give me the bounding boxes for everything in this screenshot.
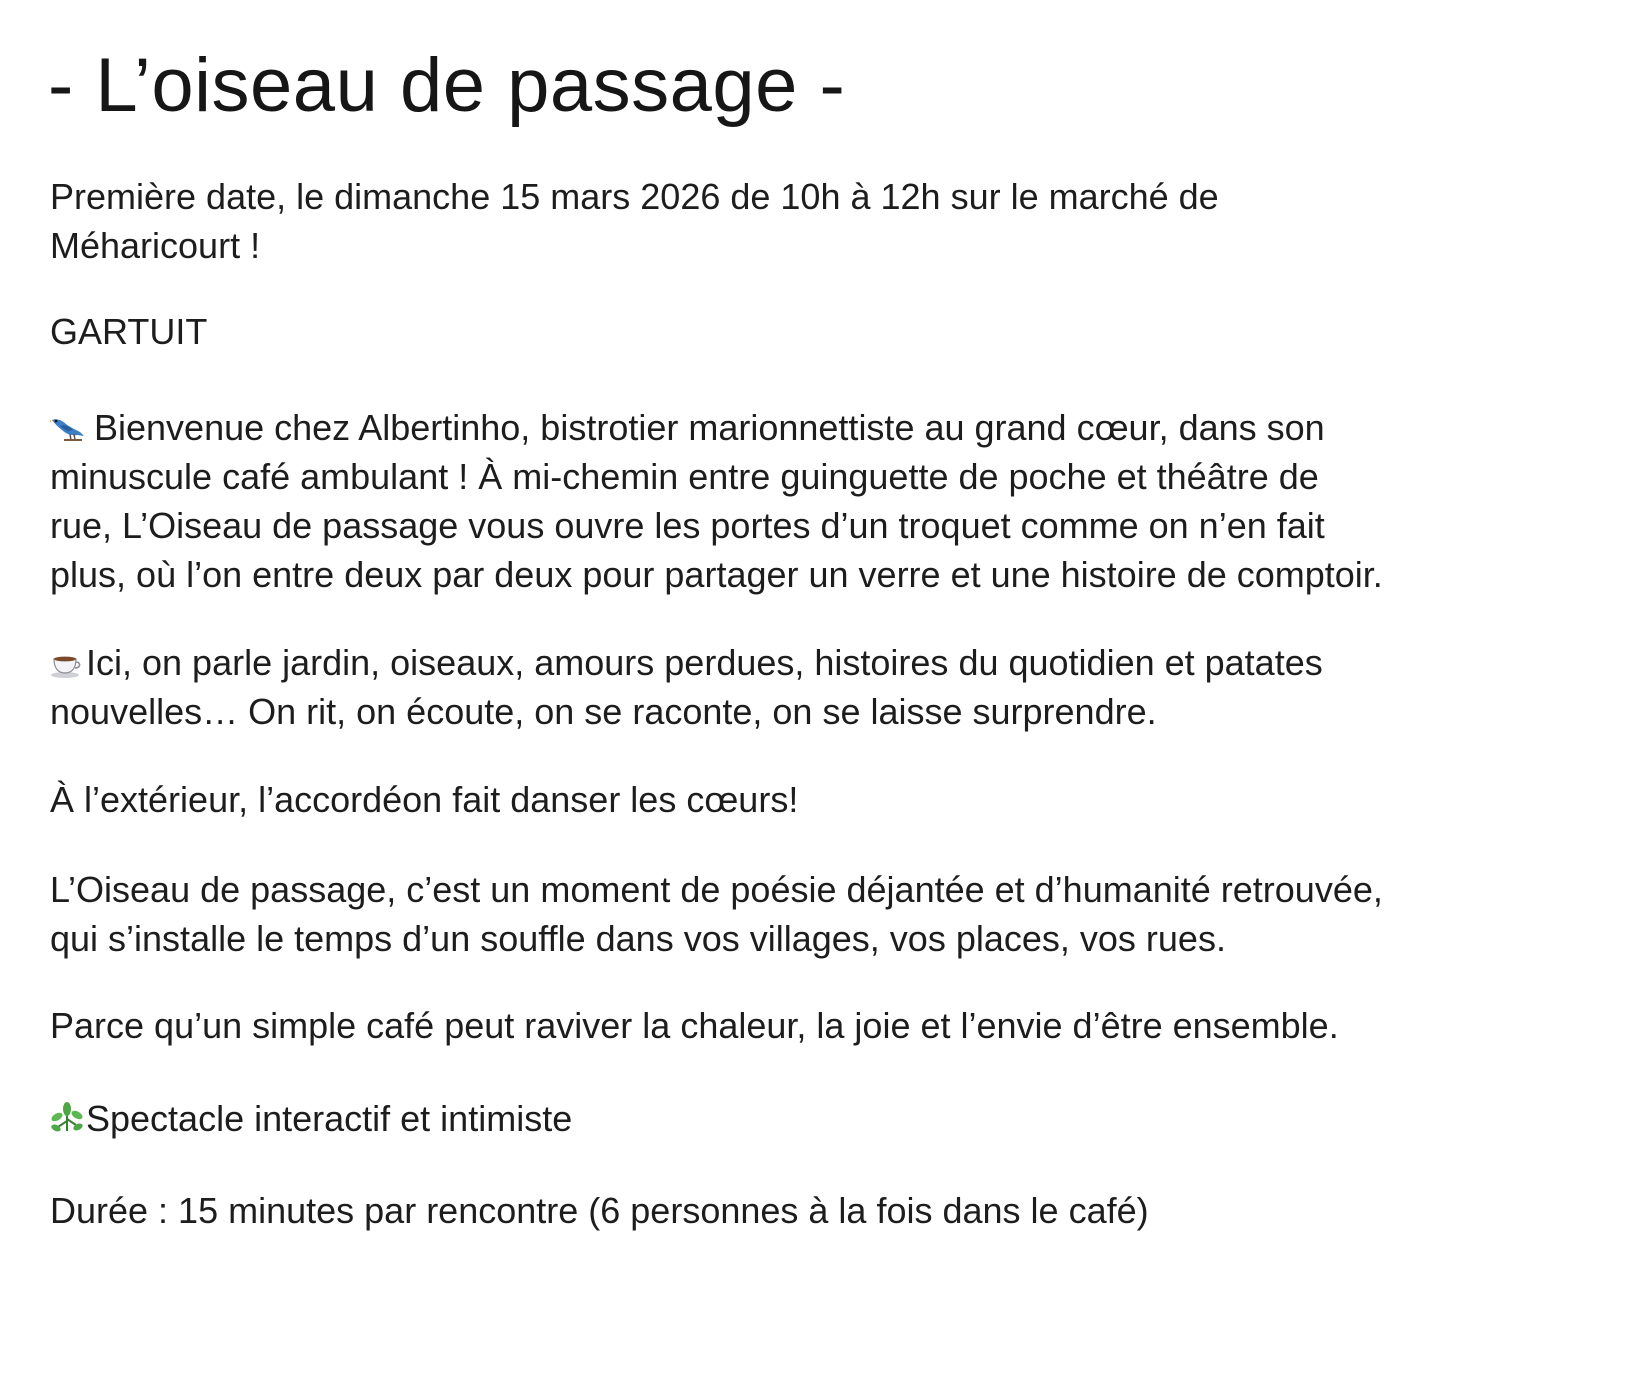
poetry-line: qui s’installe le temps d’un souffle dans vos villages, vos places, vos rues. [50,918,1226,959]
welcome-line: Bienvenue chez Albertinho, bistrotier marionnettiste au grand cœur, dans son [50,407,1325,448]
spectacle-line: Spectacle interactif et intimiste [50,1098,572,1139]
welcome-line: rue, L’Oiseau de passage vous ouvre les portes d’un troquet comme on n’en fait [50,505,1325,546]
coffee-paragraph [50,1001,1620,1050]
accordion-text: À l’extérieur, l’accordéon fait danser les cœurs! [50,779,799,820]
duration-paragraph [50,1186,1620,1235]
bird-icon [50,414,86,444]
accordion-paragraph [50,775,1620,824]
gratuit-label [50,307,1620,356]
intro-line: Méharicourt ! [50,225,261,266]
herb-icon [50,1101,84,1135]
intro-line: Première date, le dimanche 15 mars 2026 de 10h à 12h sur le marché de [50,176,1219,217]
poetry-paragraph [50,865,1620,963]
teacup-icon [50,653,84,679]
intro-paragraph [50,172,1620,270]
poetry-line: L’Oiseau de passage, c’est un moment de poésie déjantée et d’humanité retrouvée, [50,869,1383,910]
talk-paragraph [50,638,1620,736]
gratuit-text: GARTUIT [50,311,208,352]
welcome-line: plus, où l’on entre deux par deux pour partager un verre et une histoire de comptoir. [50,554,1383,595]
talk-line: nouvelles… On rit, on écoute, on se raconte, on se laisse surprendre. [50,691,1157,732]
duration-text: Durée : 15 minutes par rencontre (6 personnes à la fois dans le café) [50,1190,1149,1231]
talk-line: Ici, on parle jardin, oiseaux, amours perdues, histoires du quotidien et patates [50,642,1323,683]
document-title: - L’oiseau de passage - [48,43,846,128]
welcome-line: minuscule café ambulant ! À mi-chemin entre guinguette de poche et théâtre de [50,456,1319,497]
coffee-text: Parce qu’un simple café peut raviver la chaleur, la joie et l’envie d’être ensemble. [50,1005,1339,1046]
welcome-paragraph [50,403,1620,599]
spectacle-paragraph [50,1094,1620,1143]
